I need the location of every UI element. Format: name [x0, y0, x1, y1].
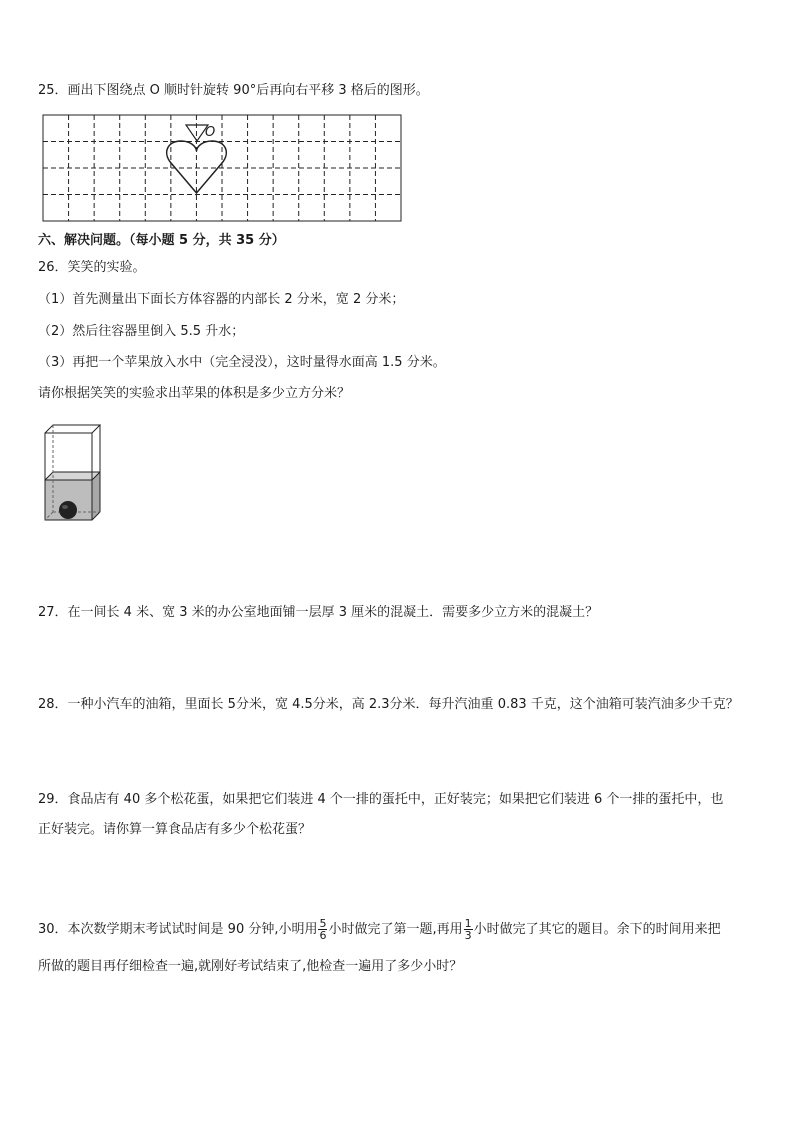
q26-container-figure: [42, 420, 106, 526]
q26-step-3: （3）再把一个苹果放入水中（完全浸没），这时量得水面高 1.5 分米。: [38, 355, 446, 370]
q26-title: 26．笑笑的实验。: [38, 260, 146, 275]
q30-part-3: 小时做完了其它的题目。余下的时间用来把: [473, 922, 721, 937]
q25-grid-figure: [40, 112, 405, 224]
apple: [59, 501, 77, 519]
q25-text: 25．画出下图绕点 O 顺时针旋转 90°后再向右平移 3 格后的图形。: [38, 83, 429, 98]
q30-part-1: 30．本次数学期末考试试时间是 90 分钟,小明用: [38, 922, 318, 937]
q26-question: 请你根据笑笑的实验求出苹果的体积是多少立方分米？: [38, 386, 351, 401]
q28-text: 28．一种小汽车的油箱，里面长 5分米，宽 4.5分米，高 2.3分米．每升汽油重 0.83 千克，这个油箱可装汽油多少千克？: [38, 697, 739, 712]
fraction-one-third: $\frac{1}{3}$: [464, 917, 472, 942]
point-o-label: O: [205, 125, 216, 140]
fraction-five-sixths: $\frac{5}{6}$: [319, 917, 327, 942]
q30-line-2: 所做的题目再仔细检查一遍,就刚好考试结束了,他检查一遍用了多少小时？: [38, 959, 463, 974]
q30-line-1: [38, 916, 721, 944]
q27-text: 27．在一间长 4 米、宽 3 米的办公室地面铺一层厚 3 厘米的混凝土．需要多少立方米的混凝土？: [38, 605, 599, 620]
q29-line-2: 正好装完。请你算一算食品店有多少个松花蛋？: [38, 822, 312, 837]
q26-step-2: （2）然后往容器里倒入 5.5 升水；: [38, 324, 245, 339]
q29-line-1: 29．食品店有 40 多个松花蛋，如果把它们装进 4 个一排的蛋托中，正好装完；如果把它们装进 6 个一排的蛋托中，也: [38, 792, 724, 807]
q30-part-2: 小时做完了第一题,再用: [328, 922, 463, 937]
section-6-title: 六、解决问题。（每小题 5 分，共 35 分）: [38, 233, 285, 248]
q26-step-1: （1）首先测量出下面长方体容器的内部长 2 分米，宽 2 分米；: [38, 292, 405, 307]
